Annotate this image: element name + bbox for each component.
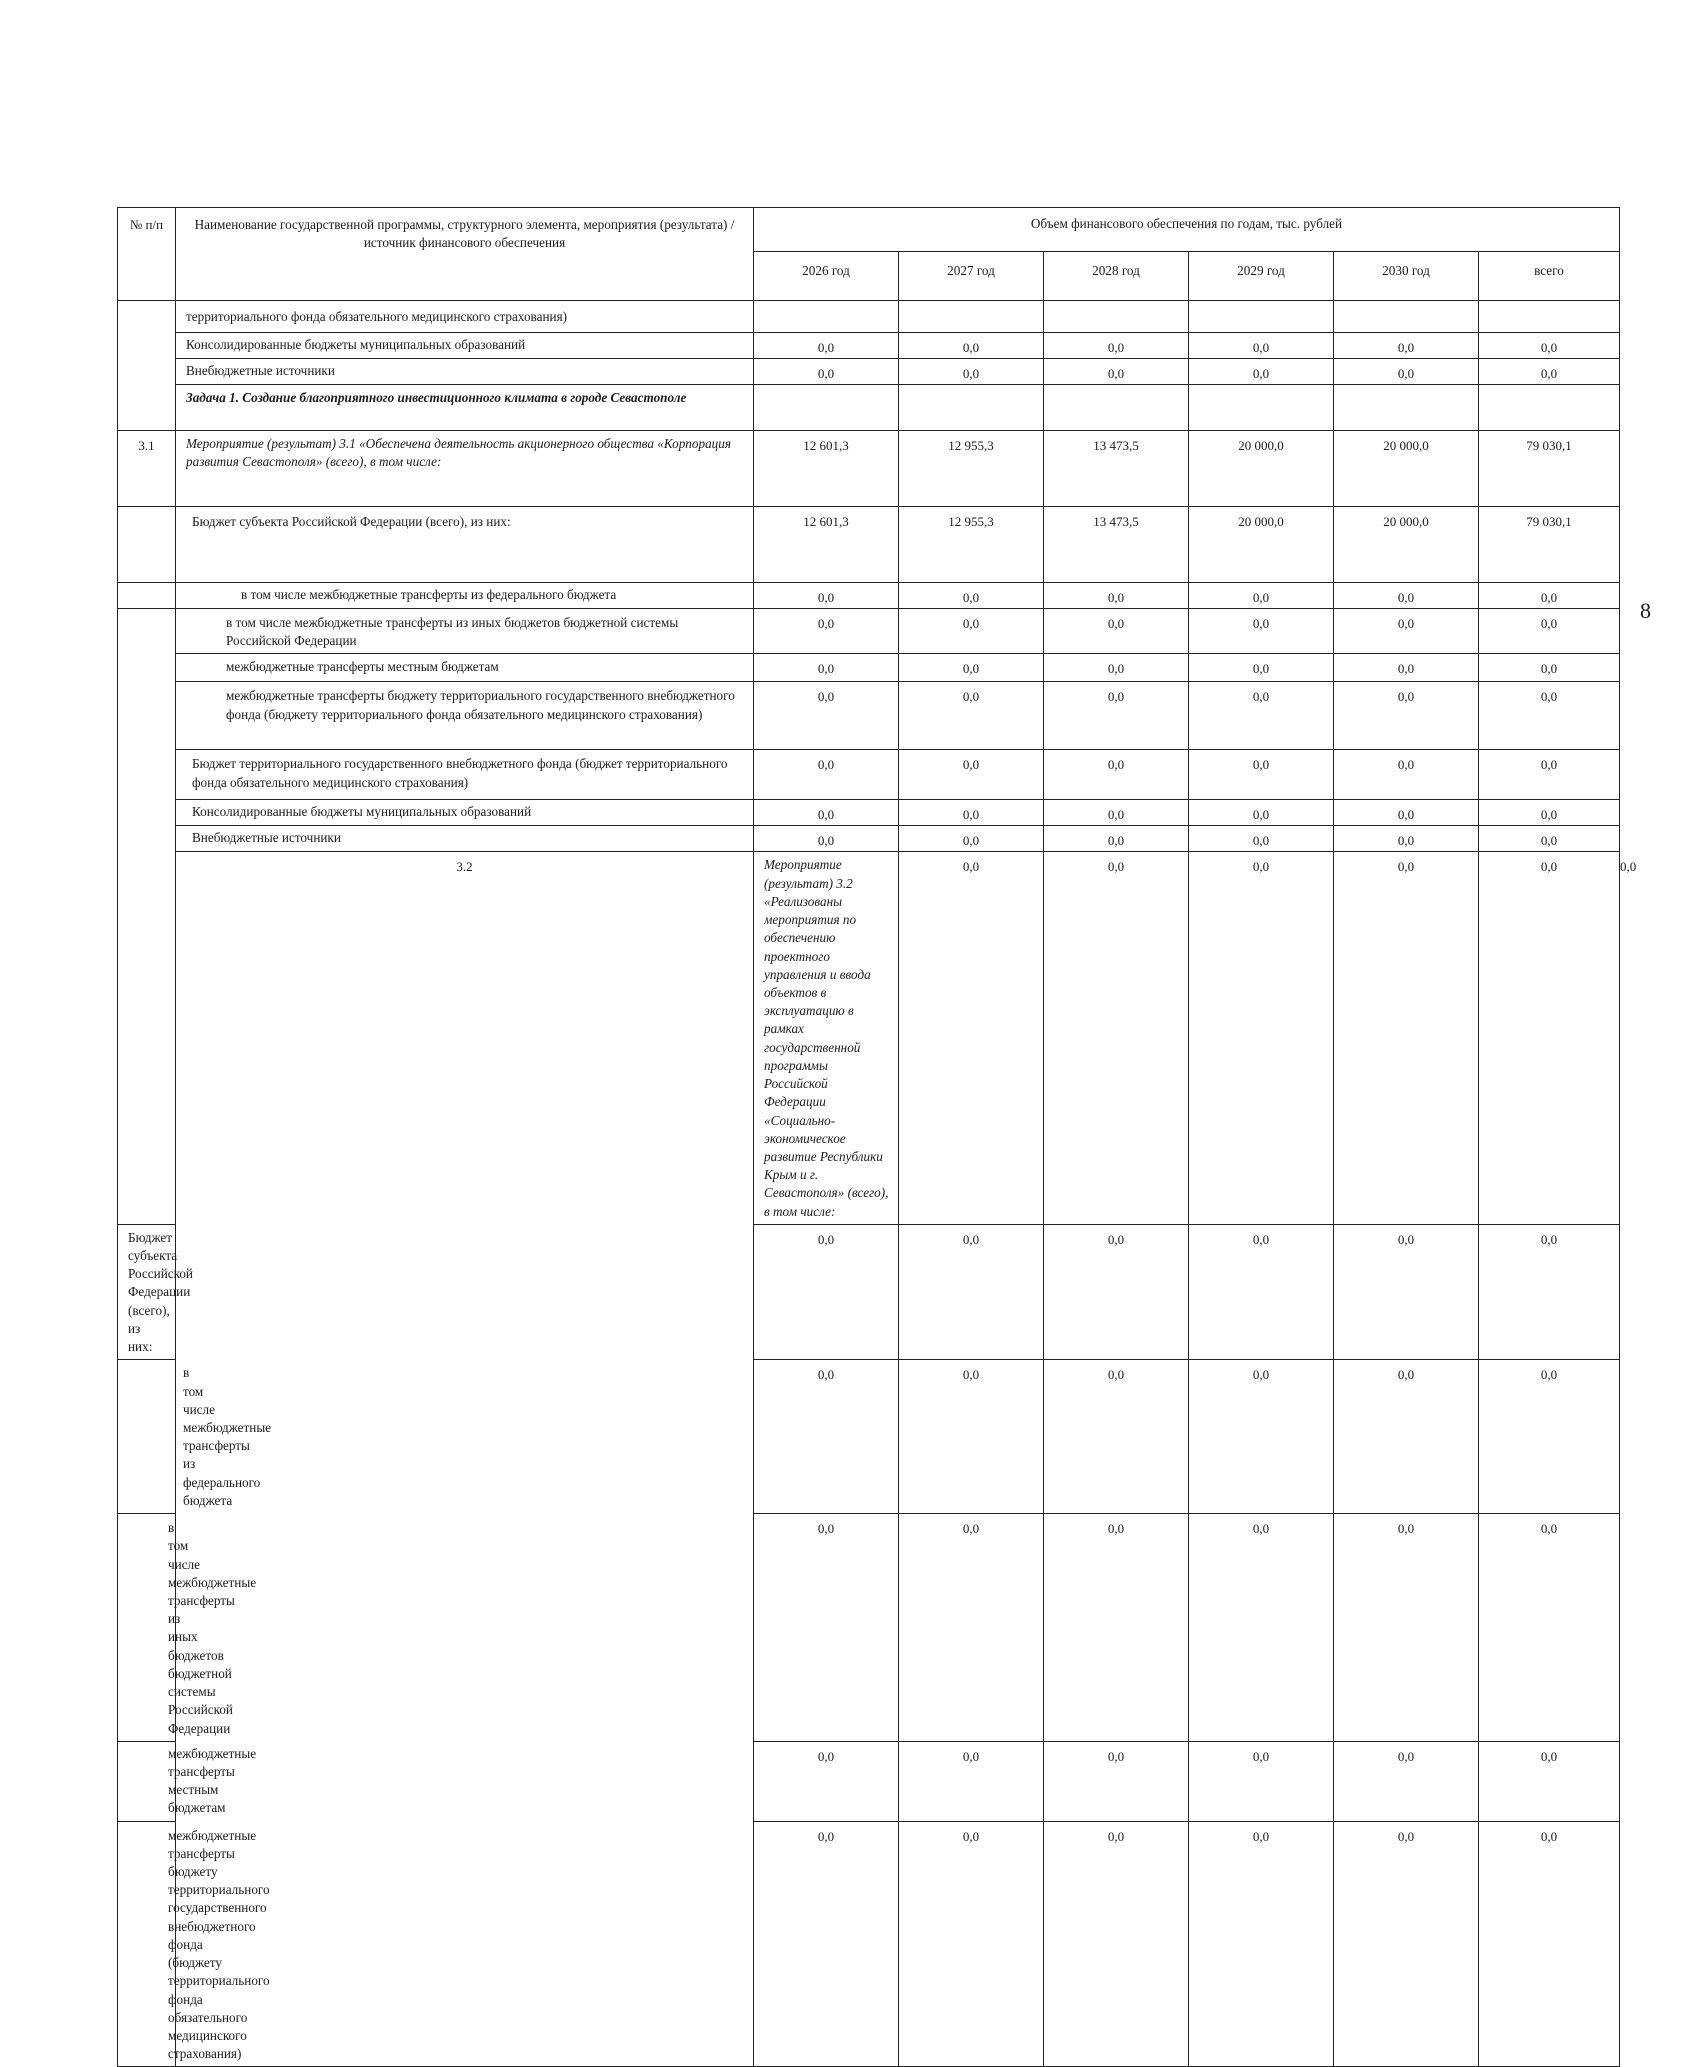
value-cell: 0,0 <box>1044 750 1189 800</box>
value-cell: 0,0 <box>899 800 1044 826</box>
value-cell <box>1479 301 1620 333</box>
table-row <box>118 359 1620 385</box>
value-cell: 0,0 <box>899 609 1044 654</box>
value-cell: 0,0 <box>754 826 899 852</box>
value-cell: 0,0 <box>899 1514 1044 1742</box>
value-cell: 0,0 <box>1189 583 1334 609</box>
value-cell: 0,0 <box>1189 852 1334 1224</box>
value-cell: 0,0 <box>1189 750 1334 800</box>
value-cell: 0,0 <box>1189 333 1334 359</box>
table-row <box>118 333 1620 359</box>
value-cell: 0,0 <box>899 1821 1044 2067</box>
value-cell: 0,0 <box>899 750 1044 800</box>
header-year-2030: 2030 год <box>1334 252 1479 301</box>
value-cell: 0,0 <box>899 654 1044 682</box>
value-cell: 0,0 <box>1044 826 1189 852</box>
value-cell: 0,0 <box>1044 1514 1189 1742</box>
row-number: 3.1 <box>118 431 176 507</box>
value-cell <box>1334 301 1479 333</box>
value-cell: 0,0 <box>754 654 899 682</box>
header-volume: Объем финансового обеспечения по годам, тыс. рублей <box>754 208 1620 252</box>
value-cell: 0,0 <box>1479 1741 1620 1821</box>
value-cell: 0,0 <box>1479 359 1620 385</box>
row-name: Бюджет территориального государственного внебюджетного фонда (бюджет территориального фонда обязательного медицинского страхования) <box>176 750 754 800</box>
table-row <box>118 800 1620 826</box>
value-cell: 0,0 <box>754 1360 899 1514</box>
page-number: 8 <box>1640 598 1651 623</box>
table-row <box>118 507 1620 583</box>
value-cell: 0,0 <box>1479 333 1620 359</box>
value-cell: 0,0 <box>1334 583 1479 609</box>
value-cell: 0,0 <box>1044 654 1189 682</box>
row-name: в том числе межбюджетные трансферты из федерального бюджета <box>118 1360 176 1514</box>
header-year-2026: 2026 год <box>754 252 899 301</box>
header-no: № п/п <box>118 208 176 301</box>
value-cell: 0,0 <box>899 333 1044 359</box>
value-cell: 0,0 <box>754 750 899 800</box>
row-name: Бюджет субъекта Российской Федерации (всего), из них: <box>176 507 754 583</box>
value-cell: 0,0 <box>754 583 899 609</box>
value-cell: 0,0 <box>1479 1360 1620 1514</box>
value-cell: 0,0 <box>899 1224 1044 1360</box>
value-cell <box>899 301 1044 333</box>
value-cell: 0,0 <box>1334 333 1479 359</box>
row-number <box>118 609 176 1225</box>
value-cell: 0,0 <box>754 1741 899 1821</box>
value-cell: 0,0 <box>1189 1224 1334 1360</box>
value-cell: 0,0 <box>1044 1224 1189 1360</box>
value-cell: 0,0 <box>1044 800 1189 826</box>
table-row <box>118 826 1620 852</box>
value-cell <box>1044 385 1189 431</box>
value-cell: 0,0 <box>1479 609 1620 654</box>
header-year-2027: 2027 год <box>899 252 1044 301</box>
measure-title: Мероприятие (результат) 3.1 «Обеспечена деятельность акционерного общества «Корпорация развития Севастополя» (всего), в том числе: <box>176 431 754 507</box>
row-number <box>118 301 176 431</box>
value-cell: 0,0 <box>1044 609 1189 654</box>
value-cell: 0,0 <box>1189 1514 1334 1742</box>
value-cell: 0,0 <box>1334 800 1479 826</box>
value-cell <box>1189 385 1334 431</box>
value-cell: 0,0 <box>1189 609 1334 654</box>
value-cell: 0,0 <box>899 852 1044 1224</box>
value-cell: 12 955,3 <box>899 431 1044 507</box>
value-cell <box>1479 385 1620 431</box>
value-cell: 0,0 <box>754 800 899 826</box>
table-row <box>118 750 1620 800</box>
row-name: межбюджетные трансферты бюджету территориального государственного внебюджетного фонда (бюджету территориального фонда обязательного медицинского страхования) <box>118 1821 176 2067</box>
value-cell <box>899 385 1044 431</box>
value-cell: 0,0 <box>899 1360 1044 1514</box>
value-cell: 0,0 <box>1479 1224 1620 1360</box>
value-cell: 0,0 <box>1479 826 1620 852</box>
value-cell: 0,0 <box>1189 359 1334 385</box>
value-cell: 0,0 <box>1189 1360 1334 1514</box>
row-name: Внебюджетные источники <box>176 826 754 852</box>
finance-table <box>117 207 1637 2067</box>
value-cell: 0,0 <box>1334 750 1479 800</box>
value-cell: 0,0 <box>1189 654 1334 682</box>
row-number <box>118 583 176 609</box>
value-cell: 0,0 <box>1334 1821 1479 2067</box>
row-name: Консолидированные бюджеты муниципальных образований <box>176 333 754 359</box>
value-cell: 0,0 <box>1044 1741 1189 1821</box>
row-number <box>118 507 176 583</box>
table-row <box>118 583 1620 609</box>
row-name: в том числе межбюджетные трансферты из федерального бюджета <box>176 583 754 609</box>
row-name: межбюджетные трансферты бюджету территориального государственного внебюджетного фонда (бюджету территориального фонда обязательного медицинского страхования) <box>176 682 754 750</box>
measure-title: Мероприятие (результат) 3.2 «Реализованы мероприятия по обеспечению проектного управления и ввода объектов в эксплуатацию в рамках государственной программы Российской Федерации «Социально-экономическое развитие Республики Крым и г. Севастополя» (всего), в том числе: <box>754 852 899 1224</box>
row-name: территориального фонда обязательного медицинского страхования) <box>176 301 754 333</box>
value-cell: 0,0 <box>1334 1224 1479 1360</box>
value-cell: 12 955,3 <box>899 507 1044 583</box>
value-cell: 0,0 <box>1189 1741 1334 1821</box>
value-cell: 0,0 <box>1189 1821 1334 2067</box>
value-cell: 0,0 <box>1334 1741 1479 1821</box>
value-cell: 0,0 <box>1044 359 1189 385</box>
value-cell: 0,0 <box>1334 826 1479 852</box>
value-cell: 20 000,0 <box>1189 507 1334 583</box>
value-cell: 0,0 <box>1479 654 1620 682</box>
value-cell: 0,0 <box>899 583 1044 609</box>
value-cell: 0,0 <box>1479 1821 1620 2067</box>
value-cell: 0,0 <box>1044 852 1189 1224</box>
header-name: Наименование государственной программы, структурного элемента, мероприятия (результата) / источник финансового обеспечения <box>176 208 754 301</box>
value-cell: 0,0 <box>754 609 899 654</box>
value-cell: 0,0 <box>1479 750 1620 800</box>
value-cell: 0,0 <box>754 1514 899 1742</box>
row-name: в том числе межбюджетные трансферты из иных бюджетов бюджетной системы Российской Федерации <box>118 1514 176 1742</box>
value-cell: 0,0 <box>754 682 899 750</box>
value-cell: 0,0 <box>899 826 1044 852</box>
value-cell: 12 601,3 <box>754 507 899 583</box>
value-cell: 0,0 <box>1334 852 1479 1224</box>
header-year-total: всего <box>1479 252 1620 301</box>
value-cell: 0,0 <box>1334 654 1479 682</box>
value-cell: 79 030,1 <box>1479 431 1620 507</box>
value-cell: 0,0 <box>1044 682 1189 750</box>
table-row <box>118 301 1620 333</box>
value-cell: 0,0 <box>754 333 899 359</box>
value-cell: 0,0 <box>1189 682 1334 750</box>
value-cell: 0,0 <box>1044 583 1189 609</box>
value-cell: 0,0 <box>1334 1360 1479 1514</box>
row-name: Бюджет субъекта Российской Федерации (всего), из них: <box>118 1224 176 1360</box>
value-cell: 20 000,0 <box>1189 431 1334 507</box>
row-name: Консолидированные бюджеты муниципальных образований <box>176 800 754 826</box>
row-name: Внебюджетные источники <box>176 359 754 385</box>
value-cell: 13 473,5 <box>1044 431 1189 507</box>
row-name: межбюджетные трансферты местным бюджетам <box>118 1741 176 1821</box>
value-cell: 79 030,1 <box>1479 507 1620 583</box>
measure-row-3-2: 3.2 Мероприятие (результат) 3.2 «Реализованы мероприятия по обеспечению проектного управления и ввода объектов в эксплуатацию в рамках государственной программы Российской Федерации «Социально-экономическое развитие Республики Крым и г. Севастополя» (всего), в том числе: 0,0 0,0 0,0 0,0 0,0 0,0 <box>118 852 1620 1224</box>
header-row-1 <box>118 208 1620 252</box>
value-cell <box>1189 301 1334 333</box>
task-title: Задача 1. Создание благоприятного инвестиционного климата в городе Севастополе <box>176 385 754 431</box>
finance-table-container <box>117 207 1637 2067</box>
value-cell: 0,0 <box>1044 333 1189 359</box>
value-cell: 0,0 <box>1189 800 1334 826</box>
row-name: межбюджетные трансферты местным бюджетам <box>176 654 754 682</box>
header-year-2028: 2028 год <box>1044 252 1189 301</box>
row-name: в том числе межбюджетные трансферты из иных бюджетов бюджетной системы Российской Федерации <box>176 609 754 654</box>
value-cell <box>754 385 899 431</box>
value-cell: 20 000,0 <box>1334 507 1479 583</box>
value-cell: 0,0 <box>1044 1360 1189 1514</box>
value-cell: 0,0 <box>1044 1821 1189 2067</box>
task-row <box>118 385 1620 431</box>
value-cell: 0,0 <box>1334 609 1479 654</box>
value-cell: 0,0 <box>1479 1514 1620 1742</box>
value-cell: 13 473,5 <box>1044 507 1189 583</box>
value-cell: 12 601,3 <box>754 431 899 507</box>
table-row <box>118 609 1620 654</box>
table-row <box>118 654 1620 682</box>
value-cell: 0,0 <box>1334 682 1479 750</box>
value-cell: 0,0 <box>754 1821 899 2067</box>
value-cell: 0,0 <box>1479 852 1620 1224</box>
header-year-2029: 2029 год <box>1189 252 1334 301</box>
value-cell <box>1044 301 1189 333</box>
value-cell: 0,0 <box>1479 682 1620 750</box>
value-cell: 0,0 <box>899 682 1044 750</box>
value-cell: 20 000,0 <box>1334 431 1479 507</box>
value-cell: 0,0 <box>1334 1514 1479 1742</box>
value-cell <box>1334 385 1479 431</box>
value-cell: 0,0 <box>899 1741 1044 1821</box>
value-cell: 0,0 <box>1479 800 1620 826</box>
value-cell: 0,0 <box>1334 359 1479 385</box>
table-row <box>118 682 1620 750</box>
measure-row-3-1 <box>118 431 1620 507</box>
value-cell <box>754 301 899 333</box>
value-cell: 0,0 <box>1189 826 1334 852</box>
value-cell: 0,0 <box>754 1224 899 1360</box>
value-cell: 0,0 <box>754 359 899 385</box>
value-cell: 0,0 <box>1479 583 1620 609</box>
value-cell: 0,0 <box>899 359 1044 385</box>
row-number: 3.2 <box>176 852 754 2067</box>
